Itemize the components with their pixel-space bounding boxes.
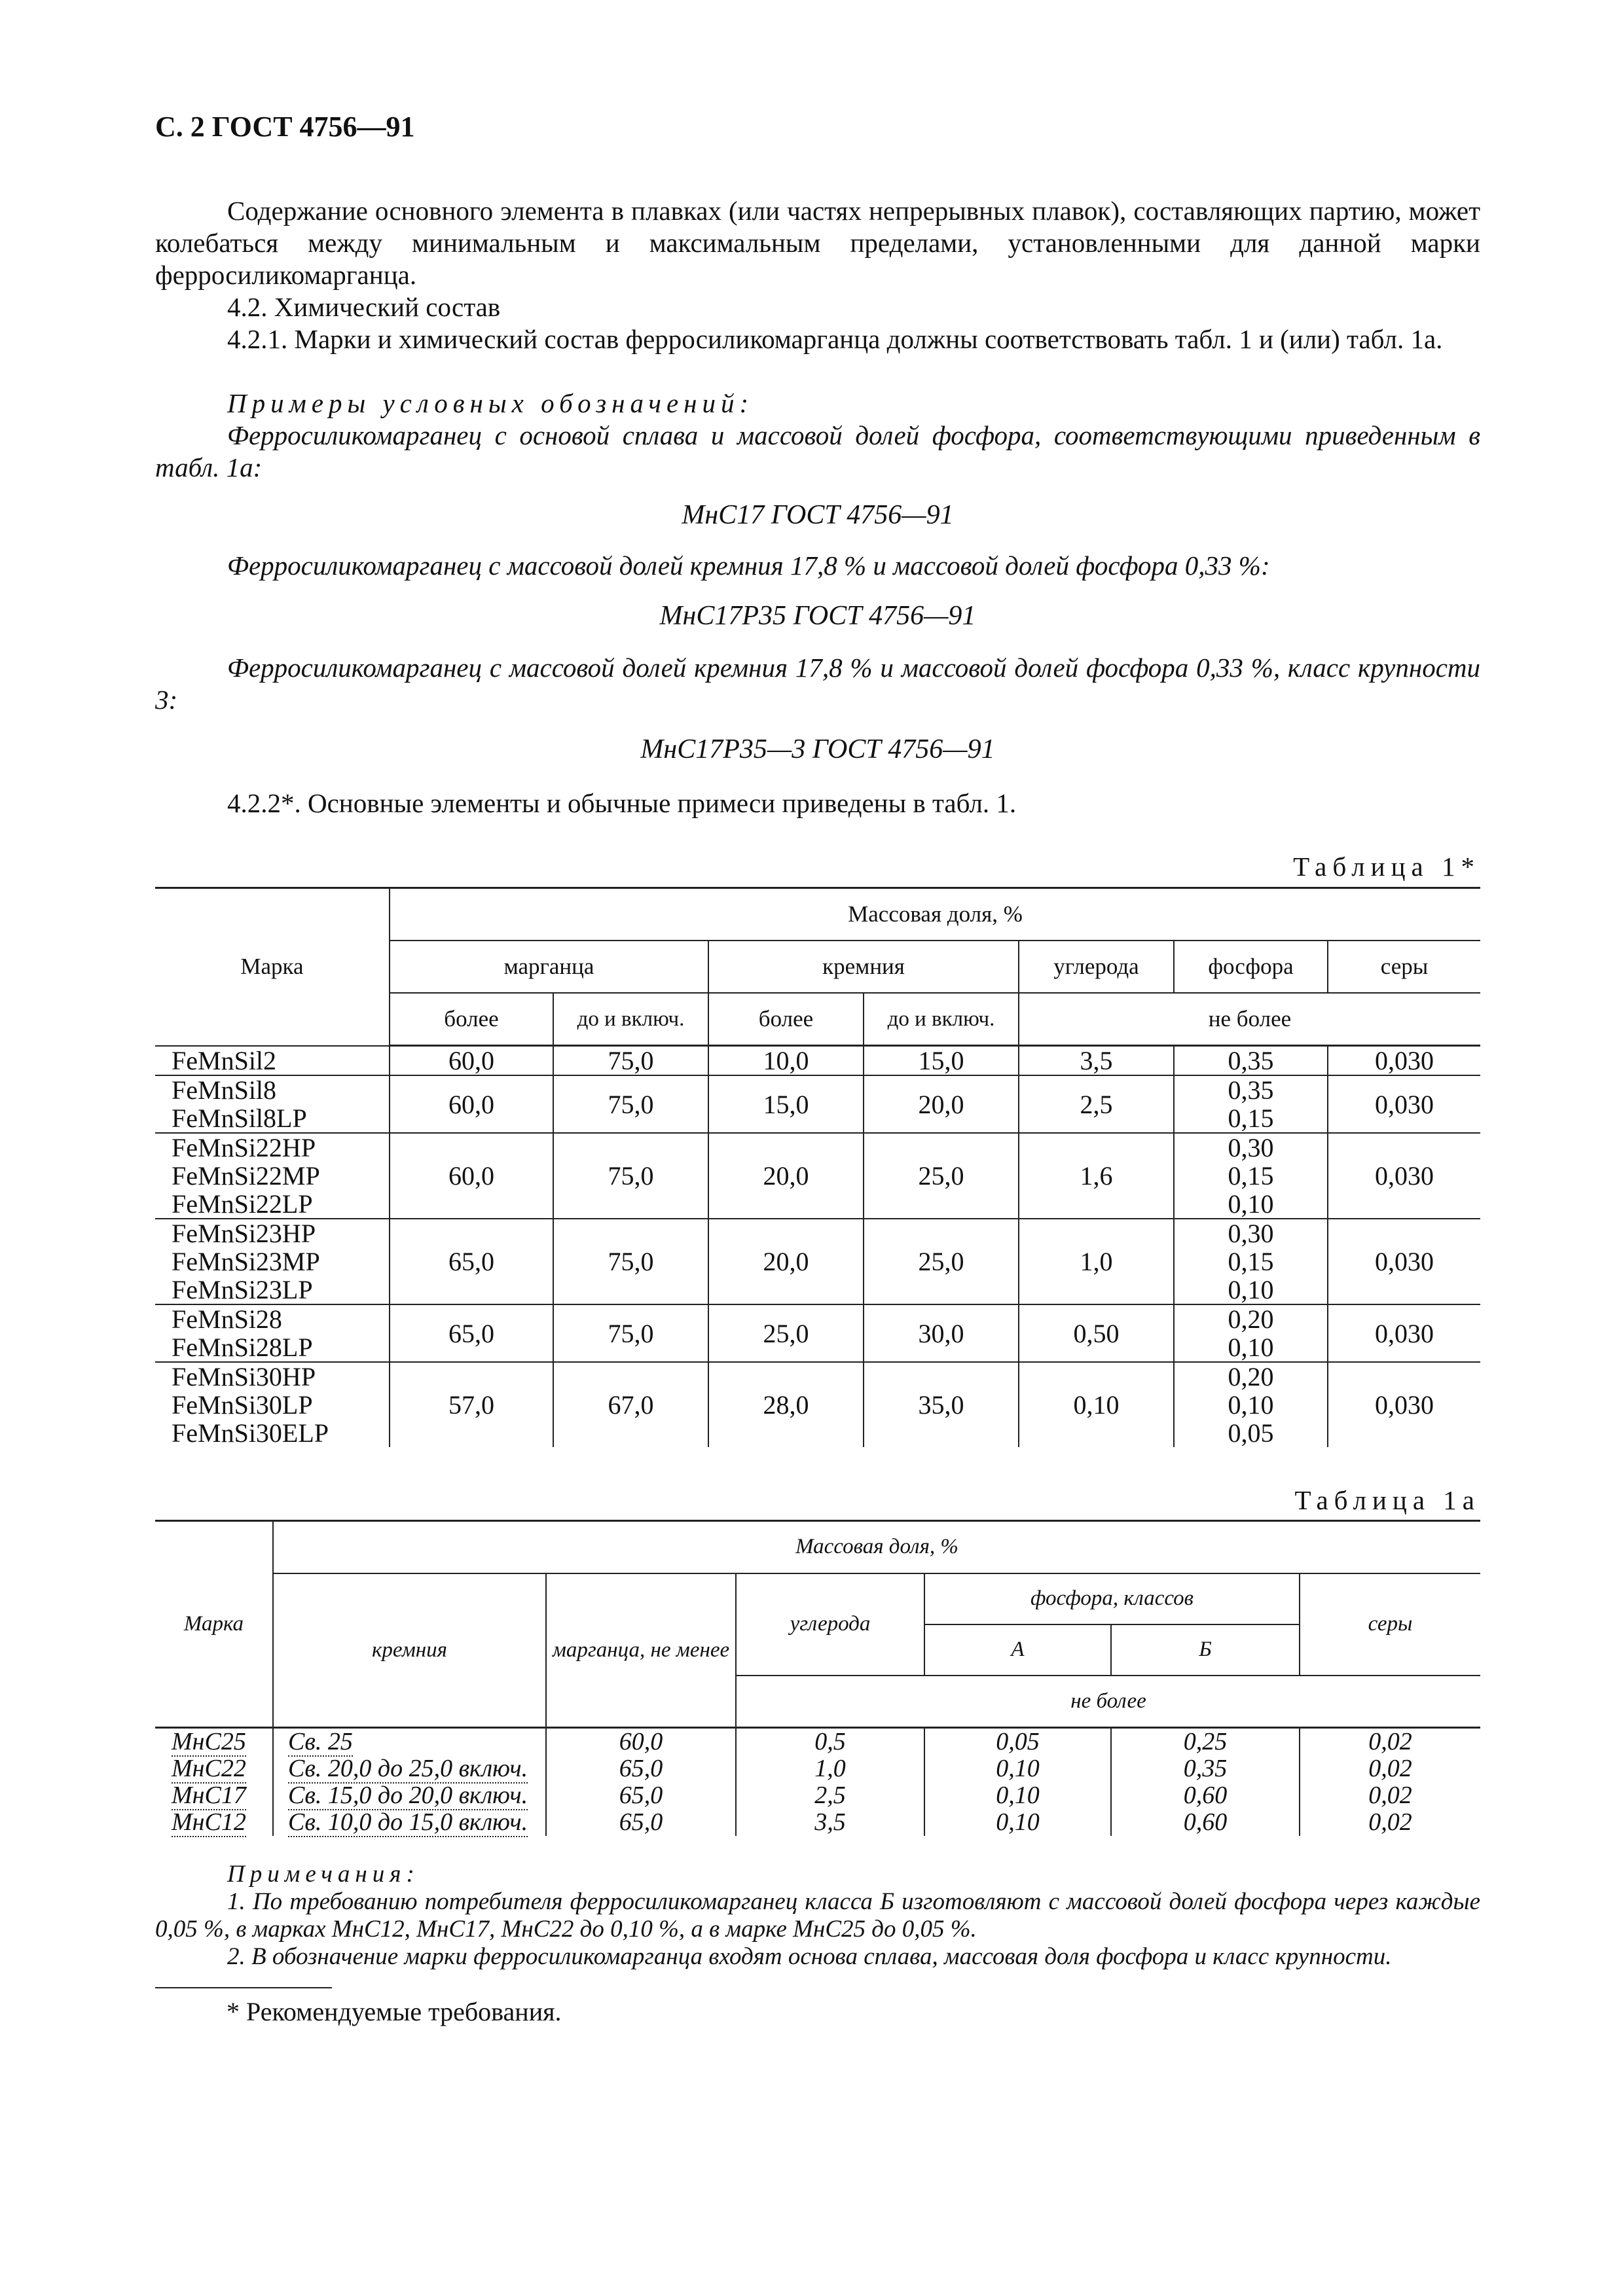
cell-line: FeMnSil8LP [172, 1103, 307, 1133]
section-heading: 4.2. Химический состав [227, 292, 501, 322]
carbon-cell [736, 1728, 924, 1756]
example-text: Ферросиликомарганец с массовой долей кремния 17,8 % и массовой долей фосфора 0,33 %, класс крупности 3: [155, 653, 1480, 715]
example-text: Ферросиликомарганец с основой сплава и массовой долей фосфора, соответствующими приведенным в табл. 1а: [155, 420, 1480, 482]
silicon-cell [273, 1728, 546, 1756]
column-header: Массовая доля, % [390, 888, 1480, 941]
si-from-cell: 20,0 [708, 1219, 864, 1304]
mn-to-cell: 67,0 [553, 1362, 708, 1447]
cell-text: 65,0 [619, 1808, 663, 1836]
cell-text: 0,35 [1183, 1755, 1228, 1782]
cell-line: 0,10 [1228, 1390, 1274, 1420]
phosphorus-a-cell [924, 1782, 1111, 1809]
cell-line: 0,20 [1228, 1304, 1274, 1334]
column-header: А [924, 1624, 1111, 1676]
table-row [155, 1362, 1480, 1447]
column-header: кремния [708, 941, 1019, 993]
cell-line: FeMnSil2 [172, 1045, 277, 1075]
cell-line: FeMnSi30LP [172, 1390, 313, 1420]
cell-line: FeMnSi23LP [172, 1275, 313, 1304]
cell-text: МнС22 [172, 1755, 246, 1782]
si-to-cell: 25,0 [864, 1133, 1019, 1219]
phosphorus-cell [1174, 1219, 1328, 1304]
table-row [155, 1782, 1480, 1809]
sulfur-cell: 0,030 [1328, 1219, 1480, 1304]
manganese-cell [546, 1728, 736, 1756]
carbon-cell: 1,6 [1019, 1133, 1174, 1219]
cell-text: 65,0 [619, 1782, 663, 1809]
table-1 [155, 887, 1480, 1447]
carbon-cell: 0,10 [1019, 1362, 1174, 1447]
grade-cell [155, 1728, 273, 1756]
phosphorus-b-cell [1111, 1728, 1300, 1756]
carbon-cell: 0,50 [1019, 1304, 1174, 1362]
table-row [155, 1809, 1480, 1836]
notes-heading: Примечания: [227, 1861, 420, 1888]
sulfur-cell: 0,030 [1328, 1046, 1480, 1076]
cell-line: 0,10 [1228, 1189, 1274, 1219]
cell-line: 0,35 [1228, 1075, 1274, 1105]
phosphorus-b-cell [1111, 1809, 1300, 1836]
cell-line: 0,35 [1228, 1046, 1274, 1075]
cell-line: FeMnSi28LP [172, 1333, 313, 1362]
si-from-cell: 10,0 [708, 1046, 864, 1076]
cell-text: 2,5 [814, 1782, 846, 1809]
table-row [155, 1728, 1480, 1756]
column-header: марганца [390, 941, 708, 993]
cell-line: FeMnSi30ELP [172, 1418, 329, 1448]
cell-text: 0,02 [1368, 1728, 1412, 1755]
si-to-cell: 25,0 [864, 1219, 1019, 1304]
grade-cell [155, 1133, 390, 1219]
cell-line: FeMnSi22HP [172, 1133, 316, 1162]
cell-text: 0,02 [1368, 1808, 1412, 1836]
phosphorus-cell [1174, 1362, 1328, 1447]
grade-cell [155, 1362, 390, 1447]
cell-text: 0,5 [814, 1728, 846, 1755]
sulfur-cell [1300, 1728, 1480, 1756]
mn-from-cell: 60,0 [390, 1046, 553, 1076]
cell-text: 60,0 [619, 1728, 663, 1755]
silicon-cell [273, 1782, 546, 1809]
example-text: Ферросиликомарганец с массовой долей кремния 17,8 % и массовой долей фосфора 0,33 %: [227, 550, 1270, 581]
column-header: до и включ. [553, 993, 708, 1046]
cell-line: 0,15 [1228, 1103, 1274, 1133]
cell-text: Св. 10,0 до 15,0 включ. [288, 1808, 528, 1836]
table-row [155, 1046, 1480, 1076]
column-header: до и включ. [864, 993, 1019, 1046]
section-paragraph: 4.2.2*. Основные элементы и обычные примеси приведены в табл. 1. [227, 788, 1017, 818]
note-item: 1. По требованию потребителя ферросиликомарганец класса Б изготовляют с массовой долей фосфора через каждые 0,05 %, в марках МнС12, МнС17, МнС22 до 0,10 %, а в марке МнС25 до 0,05 %. [155, 1888, 1480, 1943]
cell-text: МнС12 [172, 1808, 246, 1836]
column-header: более [390, 993, 553, 1046]
cell-text: МнС17 [172, 1782, 246, 1809]
sulfur-cell: 0,030 [1328, 1133, 1480, 1219]
si-from-cell: 15,0 [708, 1075, 864, 1133]
table-row [155, 1219, 1480, 1304]
cell-line: 0,30 [1228, 1219, 1274, 1248]
cell-text: 0,10 [996, 1782, 1040, 1809]
cell-line: 0,05 [1228, 1418, 1274, 1448]
column-header: серы [1300, 1573, 1480, 1676]
carbon-cell: 1,0 [1019, 1219, 1174, 1304]
section-paragraph: 4.2.1. Марки и химический состав ферросиликомарганца должны соответствовать табл. 1 и (или) табл. 1а. [227, 324, 1443, 354]
grade-cell [155, 1755, 273, 1782]
phosphorus-cell [1174, 1133, 1328, 1219]
silicon-cell [273, 1809, 546, 1836]
si-to-cell: 30,0 [864, 1304, 1019, 1362]
cell-line: FeMnSi28 [172, 1304, 282, 1334]
column-header: марганца, не менее [546, 1573, 736, 1728]
grade-cell [155, 1304, 390, 1362]
cell-text: 1,0 [814, 1755, 846, 1782]
mn-from-cell: 60,0 [390, 1133, 553, 1219]
cell-line: FeMnSi23MP [172, 1247, 320, 1276]
column-header: Б [1111, 1624, 1300, 1676]
phosphorus-cell [1174, 1046, 1328, 1076]
table-row [155, 1755, 1480, 1782]
mn-to-cell: 75,0 [553, 1219, 708, 1304]
carbon-cell: 3,5 [1019, 1046, 1174, 1076]
intro-paragraph: Содержание основного элемента в плавках (или частях непрерывных плавок), составляющих партию, может колебаться между минимальным и максимальным пределами, установленными для данной марки ферросиликомарганца. [155, 196, 1480, 290]
si-to-cell: 15,0 [864, 1046, 1019, 1076]
note-item: 2. В обозначение марки ферросиликомарганца входят основа сплава, массовая доля фосфора и класс крупности. [227, 1943, 1392, 1970]
si-from-cell: 25,0 [708, 1304, 864, 1362]
sulfur-cell: 0,030 [1328, 1304, 1480, 1362]
column-header: не более [1019, 993, 1480, 1046]
sulfur-cell [1300, 1809, 1480, 1836]
grade-cell [155, 1046, 390, 1076]
column-header: более [708, 993, 864, 1046]
grade-cell [155, 1075, 390, 1133]
column-header: Марка [155, 888, 390, 1046]
cell-text: 0,02 [1368, 1782, 1412, 1809]
cell-text: 0,05 [996, 1728, 1040, 1755]
column-header: не более [736, 1676, 1480, 1728]
phosphorus-cell [1174, 1075, 1328, 1133]
grade-cell [155, 1782, 273, 1809]
cell-line: FeMnSi22LP [172, 1189, 313, 1219]
cell-line: 0,30 [1228, 1133, 1274, 1162]
column-header: серы [1328, 941, 1480, 993]
grade-cell [155, 1219, 390, 1304]
page-header: С. 2 ГОСТ 4756—91 [155, 111, 415, 143]
table-row [155, 1304, 1480, 1362]
cell-text: 65,0 [619, 1755, 663, 1782]
cell-text: 0,10 [996, 1755, 1040, 1782]
cell-text: 0,60 [1183, 1782, 1228, 1809]
cell-line: 0,15 [1228, 1247, 1274, 1276]
phosphorus-b-cell [1111, 1755, 1300, 1782]
mn-from-cell: 65,0 [390, 1304, 553, 1362]
carbon-cell [736, 1755, 924, 1782]
si-from-cell: 28,0 [708, 1362, 864, 1447]
cell-text: 0,60 [1183, 1808, 1228, 1836]
carbon-cell [736, 1809, 924, 1836]
cell-text: Св. 20,0 до 25,0 включ. [288, 1755, 528, 1782]
manganese-cell [546, 1755, 736, 1782]
examples-heading: Примеры условных обозначений: [227, 388, 754, 418]
example-code: МнС17Р35 ГОСТ 4756—91 [659, 601, 976, 631]
phosphorus-cell [1174, 1304, 1328, 1362]
silicon-cell [273, 1755, 546, 1782]
mn-from-cell: 65,0 [390, 1219, 553, 1304]
si-from-cell: 20,0 [708, 1133, 864, 1219]
mn-to-cell: 75,0 [553, 1133, 708, 1219]
mn-to-cell: 75,0 [553, 1304, 708, 1362]
cell-text: 0,10 [996, 1808, 1040, 1836]
sulfur-cell: 0,030 [1328, 1075, 1480, 1133]
cell-line: FeMnSil8 [172, 1075, 277, 1105]
footnote-separator [155, 1987, 332, 1988]
cell-text: 0,25 [1183, 1728, 1228, 1755]
cell-text: Св. 25 [288, 1728, 353, 1755]
column-header: фосфора, классов [924, 1573, 1300, 1624]
column-header: фосфора [1174, 941, 1328, 993]
sulfur-cell [1300, 1782, 1480, 1809]
column-header: Массовая доля, % [273, 1521, 1480, 1573]
cell-text: 0,02 [1368, 1755, 1412, 1782]
example-code: МнС17Р35—3 ГОСТ 4756—91 [640, 734, 995, 764]
column-header: углерода [736, 1573, 924, 1676]
si-to-cell: 20,0 [864, 1075, 1019, 1133]
mn-from-cell: 60,0 [390, 1075, 553, 1133]
phosphorus-a-cell [924, 1755, 1111, 1782]
table-caption: Таблица 1* [1293, 852, 1480, 882]
column-header: Марка [155, 1521, 273, 1728]
cell-line: 0,15 [1228, 1161, 1274, 1191]
cell-line: FeMnSi30HP [172, 1362, 316, 1391]
mn-from-cell: 57,0 [390, 1362, 553, 1447]
cell-line: 0,10 [1228, 1275, 1274, 1304]
table-caption: Таблица 1а [1294, 1485, 1480, 1515]
cell-text: Св. 15,0 до 20,0 включ. [288, 1782, 528, 1809]
phosphorus-a-cell [924, 1728, 1111, 1756]
si-to-cell: 35,0 [864, 1362, 1019, 1447]
manganese-cell [546, 1809, 736, 1836]
cell-line: FeMnSi22MP [172, 1161, 320, 1191]
cell-line: 0,10 [1228, 1333, 1274, 1362]
table-1a [155, 1520, 1480, 1836]
table-row [155, 1133, 1480, 1219]
grade-cell [155, 1809, 273, 1836]
cell-text: МнС25 [172, 1728, 246, 1755]
column-header: углерода [1019, 941, 1174, 993]
cell-line: 0,20 [1228, 1362, 1274, 1391]
phosphorus-b-cell [1111, 1782, 1300, 1809]
column-header: кремния [273, 1573, 546, 1728]
sulfur-cell [1300, 1755, 1480, 1782]
mn-to-cell: 75,0 [553, 1075, 708, 1133]
phosphorus-a-cell [924, 1809, 1111, 1836]
carbon-cell: 2,5 [1019, 1075, 1174, 1133]
cell-text: 3,5 [814, 1808, 846, 1836]
sulfur-cell: 0,030 [1328, 1362, 1480, 1447]
example-code: МнС17 ГОСТ 4756—91 [682, 500, 954, 530]
table-row [155, 1075, 1480, 1133]
mn-to-cell: 75,0 [553, 1046, 708, 1076]
footnote: * Рекомендуемые требования. [227, 1997, 562, 2026]
cell-line: FeMnSi23HP [172, 1219, 316, 1248]
carbon-cell [736, 1782, 924, 1809]
manganese-cell [546, 1782, 736, 1809]
